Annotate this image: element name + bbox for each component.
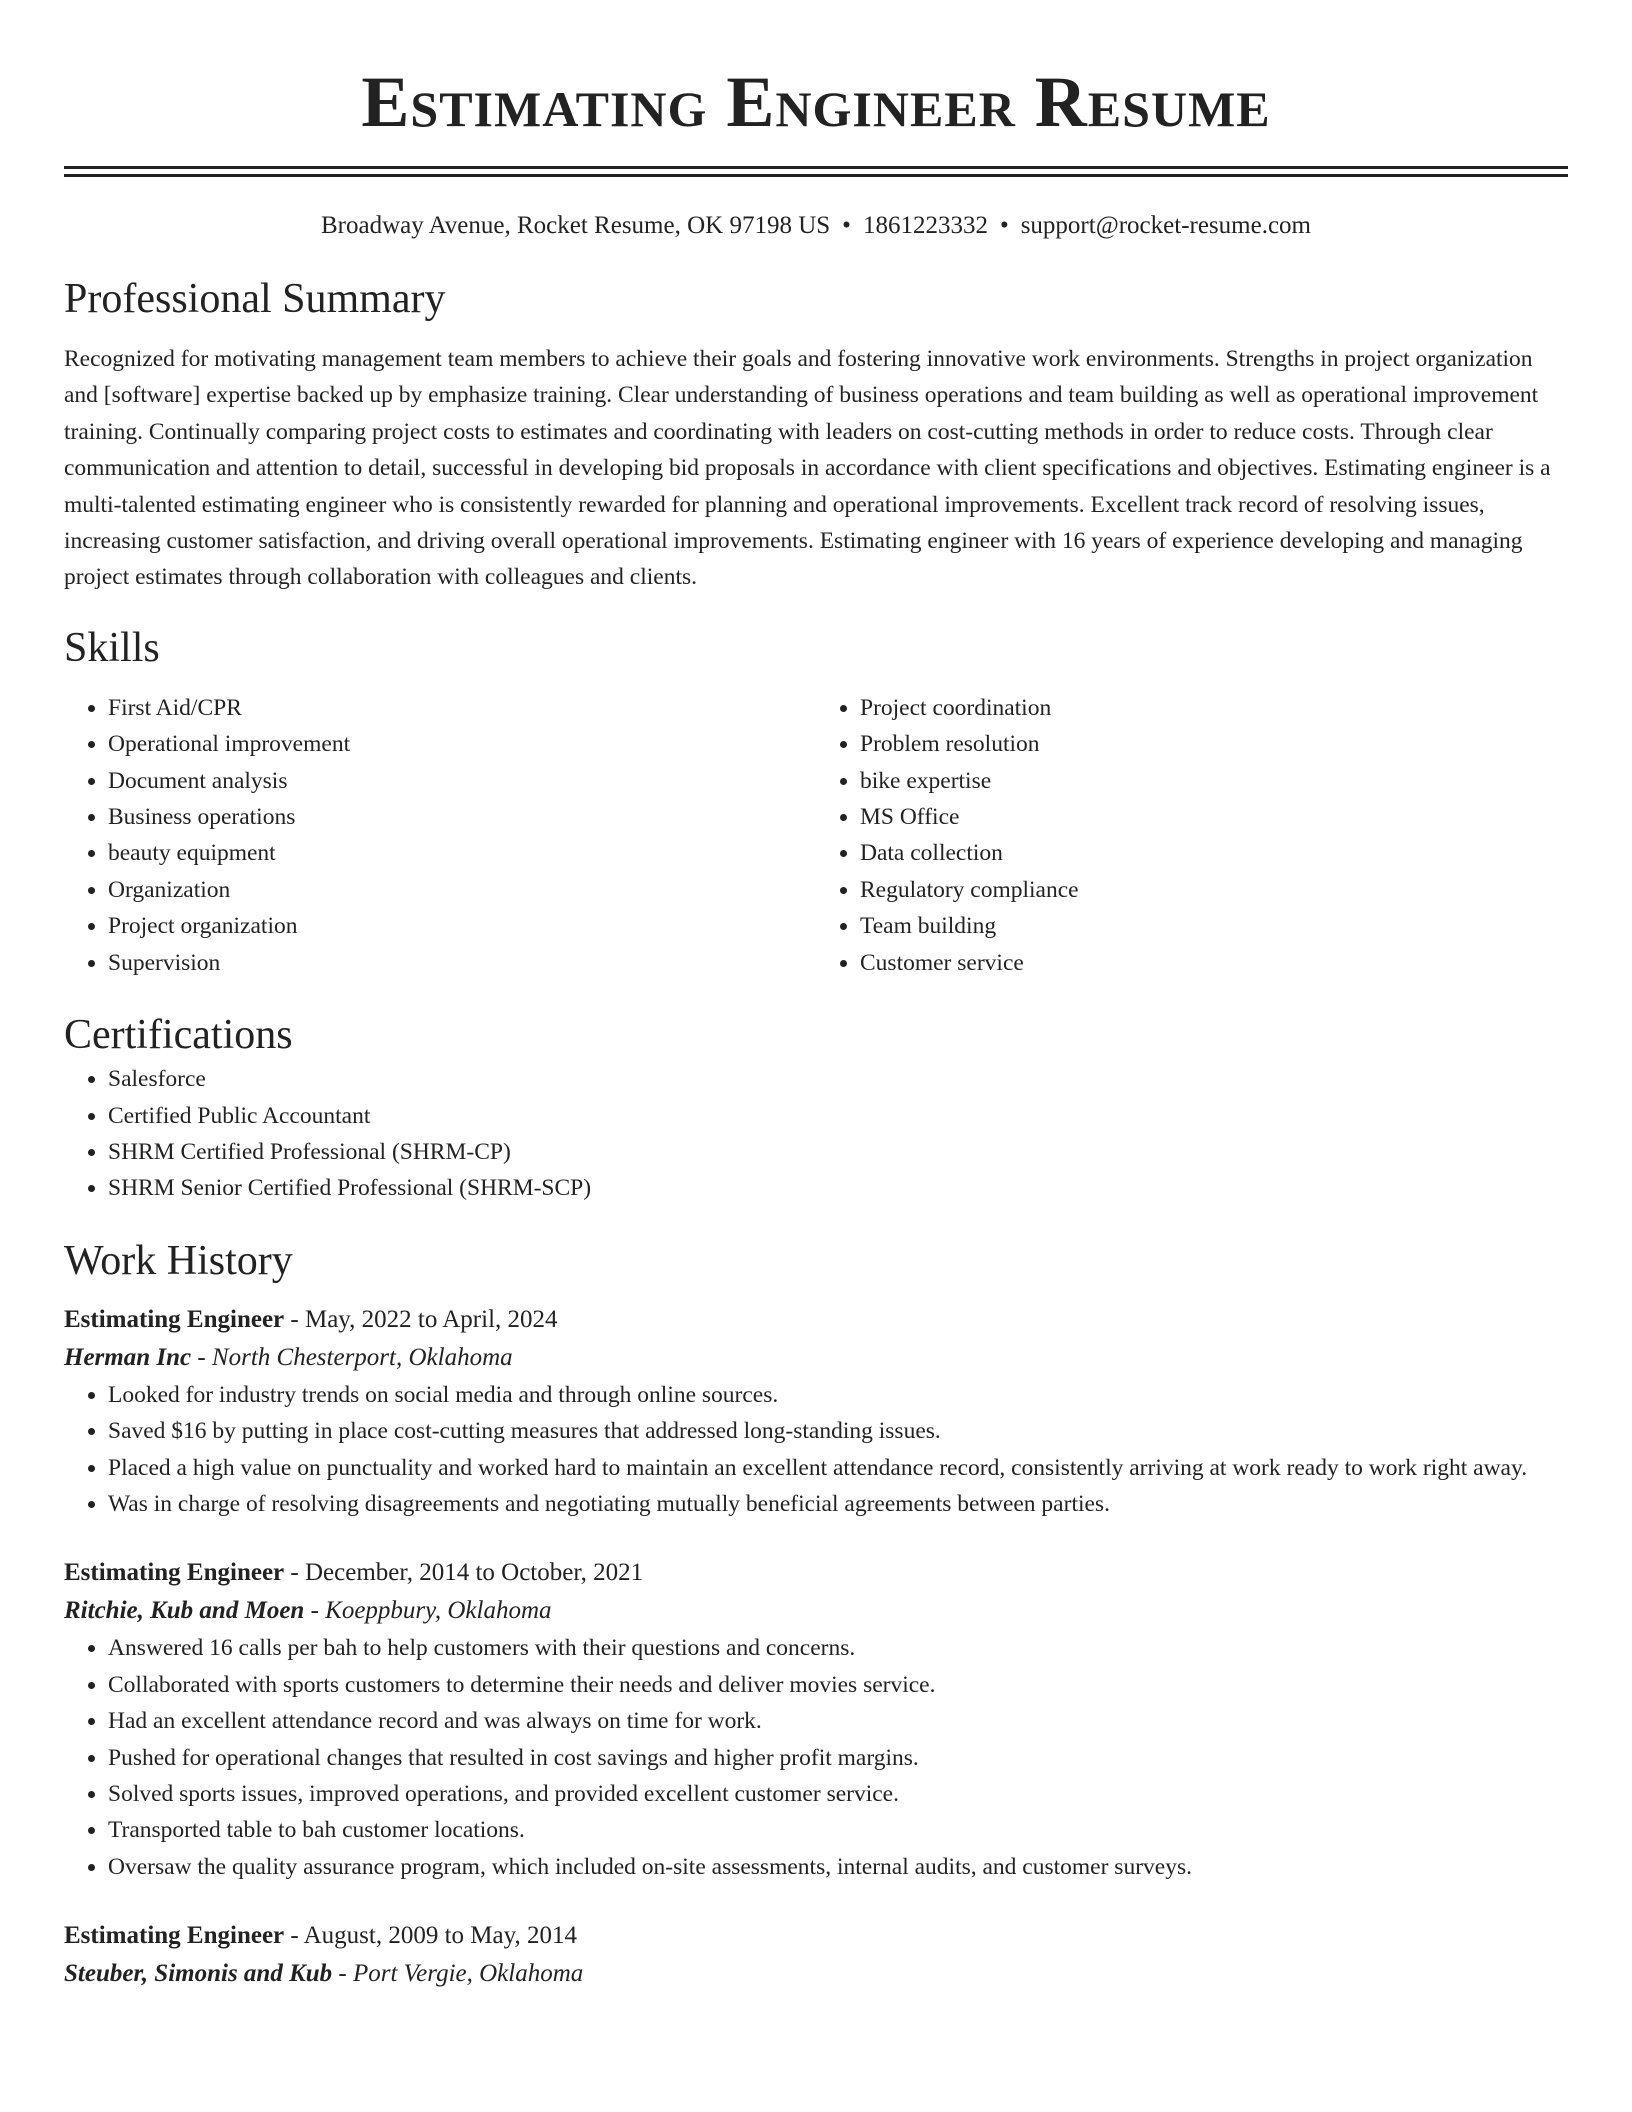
skill-item: • Team building — [860, 908, 1568, 944]
skill-item: • Regulatory compliance — [860, 872, 1568, 908]
skill-item: • Document analysis — [108, 763, 816, 799]
job-location: - North Chesterport, Oklahoma — [191, 1343, 513, 1371]
skill-item: • Organization — [108, 872, 816, 908]
job-bullet: • Answered 16 calls per bah to help customers with their questions and concerns. — [108, 1630, 1568, 1666]
skill-item: • bike expertise — [860, 763, 1568, 799]
job-bullet: • Pushed for operational changes that resulted in cost savings and higher profit margins. — [108, 1740, 1568, 1776]
job-bullet: • Transported table to bah customer locations. — [108, 1812, 1568, 1848]
job-role: Estimating Engineer — [64, 1559, 285, 1587]
skills-right-list — [816, 690, 1568, 981]
job-bullet: • Looked for industry trends on social media and through online sources. — [108, 1377, 1568, 1413]
skill-item: • Project coordination — [860, 690, 1568, 726]
job-role: Estimating Engineer — [64, 1922, 285, 1950]
skills-columns — [64, 690, 1568, 981]
skills-heading: Skills — [64, 624, 160, 671]
summary-heading: Professional Summary — [64, 276, 446, 322]
summary-text: Recognized for motivating management team members to achieve their goals and fostering innovative work environments. Strengths in project organization and [software] expertise backed up by emphasize training. Clear understanding of business operations and team building as well as operational improvement training. Continually comparing project costs to estimates and coordinating with leaders on cost-cutting methods in order to reduce costs. Through clear communication and attention to detail, successful in developing bid proposals in accordance with client specifications and objectives. Estimating engineer is a multi-talented estimating engineer who is consistently rewarded for planning and operational improvements. Excellent track record of resolving issues, increasing customer satisfaction, and driving overall operational improvements. Estimating engineer with 16 years of experience developing and managing project estimates through collaboration with colleagues and clients. — [64, 346, 1551, 591]
document-title: Estimating Engineer Resume — [361, 62, 1271, 142]
job-dates: - December, 2014 to October, 2021 — [284, 1559, 644, 1587]
skill-item: • Problem resolution — [860, 726, 1568, 762]
job-company-line — [64, 1339, 1568, 1377]
contact-email: support@rocket-resume.com — [1020, 212, 1311, 239]
skill-item: • Data collection — [860, 835, 1568, 871]
job-header — [64, 1554, 1568, 1592]
job-entry — [64, 1301, 1568, 1523]
skill-item: • Supervision — [108, 945, 816, 981]
title-double-rule — [64, 166, 1568, 177]
job-bullet: • Solved sports issues, improved operations, and provided excellent customer service. — [108, 1776, 1568, 1812]
job-bullet: • Collaborated with sports customers to determine their needs and deliver movies service. — [108, 1667, 1568, 1703]
job-bullet: • Had an excellent attendance record and was always on time for work. — [108, 1703, 1568, 1739]
job-entry — [64, 1554, 1568, 1885]
contact-separator: • — [842, 212, 851, 239]
contact-phone: 1861223332 — [862, 212, 988, 239]
job-location: - Port Vergie, Oklahoma — [332, 1960, 584, 1988]
certification-item: • SHRM Certified Professional (SHRM-CP) — [108, 1134, 1568, 1170]
job-bullet: • Saved $16 by putting in place cost-cutting measures that addressed long-standing issues. — [108, 1413, 1568, 1449]
job-bullet: • Placed a high value on punctuality and worked hard to maintain an excellent attendance record, consistently arriving at work ready to work right away. — [108, 1450, 1568, 1486]
job-role: Estimating Engineer — [64, 1305, 285, 1333]
certifications-list — [64, 1061, 1568, 1207]
job-company: Ritchie, Kub and Moen — [64, 1597, 305, 1625]
job-location: - Koeppbury, Oklahoma — [304, 1597, 552, 1625]
certification-item: • Salesforce — [108, 1061, 1568, 1097]
job-company: Steuber, Simonis and Kub — [64, 1960, 333, 1988]
contact-separator: • — [999, 212, 1009, 239]
skill-item: • Operational improvement — [108, 726, 816, 762]
job-company-line — [64, 1955, 1568, 1993]
job-header — [64, 1917, 1568, 1955]
skill-item: • First Aid/CPR — [108, 690, 816, 726]
skills-left-list — [64, 690, 816, 981]
job-header — [64, 1301, 1568, 1339]
job-bullet-list — [64, 1630, 1568, 1885]
contact-address: Broadway Avenue, Rocket Resume, OK 97198 US — [320, 212, 831, 239]
skill-item: • Business operations — [108, 799, 816, 835]
certification-item: • SHRM Senior Certified Professional (SHRM-SCP) — [108, 1170, 1568, 1206]
certification-item: • Certified Public Accountant — [108, 1098, 1568, 1134]
work-history-heading: Work History — [64, 1237, 293, 1284]
job-bullet: • Was in charge of resolving disagreements and negotiating mutually beneficial agreements between parties. — [108, 1486, 1568, 1522]
skill-item: • Customer service — [860, 945, 1568, 981]
job-dates: - May, 2022 to April, 2024 — [284, 1305, 558, 1333]
job-bullet: • Oversaw the quality assurance program, which included on-site assessments, internal audits, and customer surveys. — [108, 1849, 1568, 1885]
job-company: Herman Inc — [64, 1343, 192, 1371]
certifications-heading: Certifications — [64, 1012, 293, 1059]
job-company-line — [64, 1592, 1568, 1630]
job-dates: - August, 2009 to May, 2014 — [284, 1922, 577, 1950]
job-entry — [64, 1917, 1568, 1993]
job-bullet-list — [64, 1377, 1568, 1523]
skill-item: • beauty equipment — [108, 835, 816, 871]
contact-line — [64, 209, 1568, 243]
skill-item: • Project organization — [108, 908, 816, 944]
skill-item: • MS Office — [860, 799, 1568, 835]
